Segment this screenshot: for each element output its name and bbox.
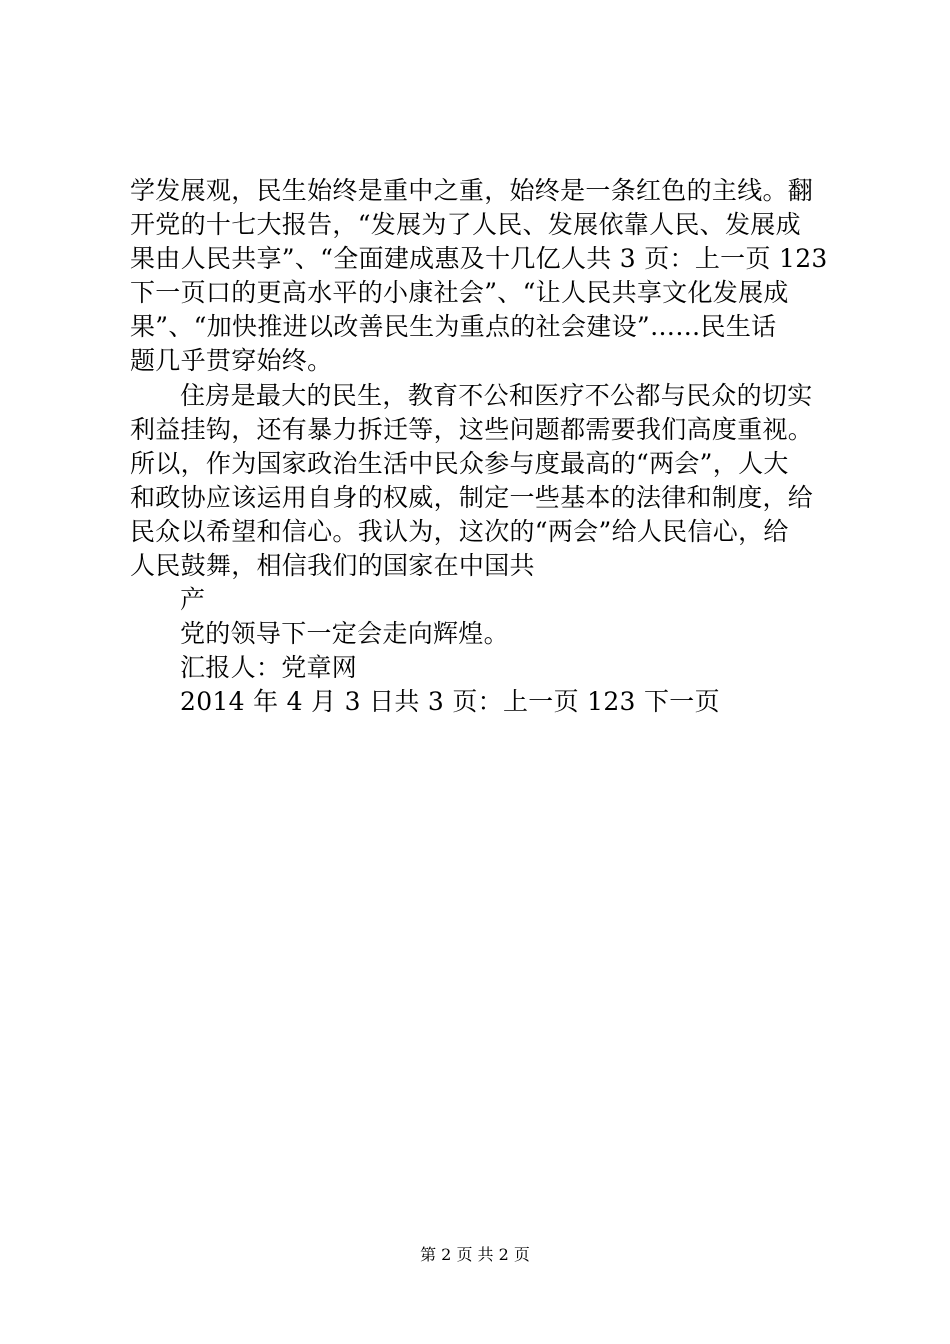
- page-number-footer: 第 2 页 共 2 页: [420, 1245, 530, 1264]
- body-text-line: 果由人民共享”、“全面建成惠及十几亿人共 3 页：上一页 123: [130, 244, 828, 273]
- body-text-line: 民众以希望和信心。我认为，这次的“两会”给人民信心，给: [130, 517, 789, 546]
- body-text-line: 开党的十七大报告，“发展为了人民、发展依靠人民、发展成: [130, 210, 801, 239]
- paragraph-start-line: 住房是最大的民生，教育不公和医疗不公都与民众的切实: [180, 381, 813, 410]
- reporter-line: 汇报人：党章网: [180, 653, 358, 682]
- body-text-line: 人民鼓舞，相信我们的国家在中国共: [130, 551, 535, 580]
- body-text-line: 党的领导下一定会走向辉煌。: [180, 619, 509, 648]
- body-text-line: 利益挂钩，还有暴力拆迁等，这些问题都需要我们高度重视。: [130, 415, 814, 444]
- body-text-line: 所以，作为国家政治生活中民众参与度最高的“两会”，人大: [130, 449, 789, 478]
- body-text-line: 果”、“加快推进以改善民生为重点的社会建设”……民生话: [130, 312, 777, 341]
- body-text-line: 题几乎贯穿始终。: [130, 346, 333, 375]
- body-text-line: 和政协应该运用自身的权威，制定一些基本的法律和制度，给: [130, 483, 814, 512]
- body-text-line: 下一页口的更高水平的小康社会”、“让人民共享文化发展成: [130, 278, 789, 307]
- body-text-line: 产: [180, 585, 206, 614]
- date-line: 2014 年 4 月 3 日共 3 页：上一页 123 下一页: [180, 687, 720, 716]
- body-text-line: 学发展观，民生始终是重中之重，始终是一条红色的主线。翻: [130, 176, 814, 205]
